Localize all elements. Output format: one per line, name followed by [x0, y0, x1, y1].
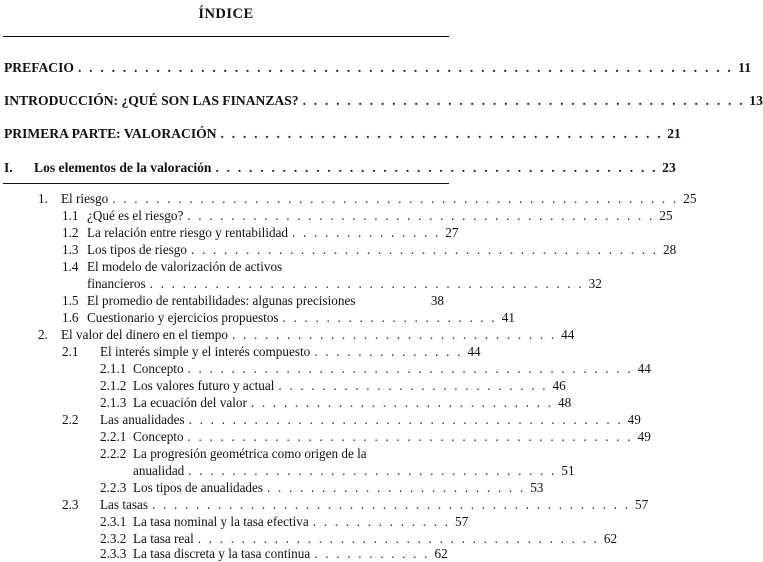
leader-dots: . . . . . . . . . . . . . . . . . . . . . . . . . . . . . . . . . . . . . . . . — [302, 93, 745, 108]
toc-entry-2-2-2-continuation — [133, 463, 575, 479]
leader-dots: . . . . . . . . . . . . . . . . . . . . . . . . . . . . . . . . . . . . . . . . . . . . . . . . . . . . — [112, 191, 679, 206]
entry-number: 2.3.1 — [100, 514, 127, 529]
entry-number: 1.1 — [62, 208, 79, 223]
entry-text: Los tipos de riesgo — [87, 242, 187, 257]
entry-number: 1.2 — [62, 225, 79, 240]
entry-page: 49 — [637, 429, 651, 444]
toc-entry-1-4 — [62, 259, 444, 275]
toc-entry-2-2 — [62, 412, 641, 428]
toc-entry-1-5 — [62, 293, 444, 309]
toc-entry-prefacio — [4, 60, 752, 76]
entry-text: INTRODUCCIÓN: ¿QUÉ SON LAS FINANZAS? — [4, 93, 299, 108]
leader-dots: . . . . . . . . . . . . . . . . . . . . . . . . . . . . . . . . . . . . . . . . . . . — [191, 242, 659, 257]
toc-entry-2-2-1 — [100, 429, 651, 445]
entry-text: Las tasas — [100, 497, 148, 512]
leader-dots: . . . . . . . . . . . . . . . . . . . . . . . . . . . . . . . . . . . . . . . . . . . . . . . . . . . . . . . . . . . — [77, 60, 734, 75]
toc-entry-2-1-3 — [100, 395, 572, 411]
toc-entry-2-3 — [62, 497, 649, 513]
entry-page: 51 — [561, 463, 575, 478]
toc-entry-section-2 — [38, 327, 575, 343]
leader-dots: . . . . . . . . . . . . . . . . . . . . . . . . . . . . . . . . . . . . . . . . — [215, 160, 658, 175]
leader-dots: . . . . . . . . . . . . . . . . . . . . . . . . . . . . . . . . . . . . . . . . . . . . — [151, 497, 631, 512]
leader-dots: . . . . . . . . . . . . . . — [292, 225, 441, 240]
title-rule — [3, 36, 449, 37]
entry-text: El modelo de valorización de activos — [87, 259, 283, 274]
leader-dots: . . . . . . . . . . . . . . . . . . . . . . . . . . . . . . . . . . . . . . . . . — [187, 361, 633, 376]
entry-number: 1. — [38, 191, 48, 206]
entry-number: 2.1 — [62, 344, 79, 359]
entry-text-continuation: anualidad — [133, 463, 185, 478]
toc-entry-2-2-3 — [100, 480, 544, 496]
entry-text: La tasa real — [133, 531, 194, 546]
entry-number: 2.3.2 — [100, 531, 127, 546]
entry-text: ¿Qué es el riesgo? — [87, 208, 184, 223]
entry-number: 1.5 — [62, 293, 79, 308]
toc-entry-2-1 — [62, 344, 481, 360]
toc-entry-2-1-1 — [100, 361, 651, 377]
entry-page: 23 — [662, 160, 676, 175]
leader-dots: . . . . . . . . . . . . . . . . . . . . . . . . . . . . . . . . . . . . . — [197, 531, 600, 546]
entry-page: 25 — [659, 208, 673, 223]
leader-dots: . . . . . . . . . . . . . . . . . . . . — [282, 310, 497, 325]
entry-page: 62 — [603, 531, 618, 546]
entry-text: El promedio de rentabilidades: algunas precisiones — [87, 293, 356, 308]
entry-number: 2.1.2 — [100, 378, 127, 393]
toc-entry-section-1 — [38, 191, 697, 207]
entry-page: 53 — [530, 480, 544, 495]
leader-dots: . . . . . . . . . . . . . . . . . . . . . . . . — [267, 480, 526, 495]
entry-text: Los elementos de la valoración — [34, 160, 212, 175]
toc-entry-1-6 — [62, 310, 515, 326]
toc-entry-2-3-3 — [100, 546, 448, 562]
leader-dots: . . . . . . . . . . . . . . . . . . . . . . . . . . . . . . . . . . . . . . . . . — [187, 429, 633, 444]
entry-page: 46 — [552, 378, 566, 393]
entry-text: La relación entre riesgo y rentabilidad — [87, 225, 289, 240]
entry-page: 28 — [663, 242, 677, 257]
toc-entry-chapter-1 — [4, 160, 676, 176]
entry-text-continuation: financieros — [87, 276, 146, 291]
leader-dots: . . . . . . . . . . . . . . . . . . . . . . . . . — [278, 378, 548, 393]
chapter-rule — [3, 183, 449, 184]
entry-text: Las anualidades — [100, 412, 185, 427]
entry-page: 57 — [455, 514, 469, 529]
leader-dots: . . . . . . . . . . . . . — [312, 514, 451, 529]
entry-page: 49 — [627, 412, 641, 427]
entry-number: 2.2.2 — [100, 446, 127, 461]
entry-number: 2.2.3 — [100, 480, 127, 495]
entry-page: 41 — [501, 310, 515, 325]
entry-text: El valor del dinero en el tiempo — [61, 327, 228, 342]
entry-page: 13 — [749, 93, 763, 108]
entry-text: La tasa discreta y la tasa continua — [133, 546, 311, 561]
entry-number: 1.4 — [62, 259, 79, 274]
leader-dots: . . . . . . . . . . . . . . . . . . . . . . . . . . . . — [250, 395, 554, 410]
entry-text: Los tipos de anualidades — [133, 480, 264, 495]
leader-dots: . . . . . . . . . . . — [314, 546, 430, 561]
leader-dots: . . . . . . . . . . . . . . . . . . . . . . . . . . . . . . . . . . . . . . . . — [149, 276, 584, 291]
leader-dots: . . . . . . . . . . . . . . . . . . . . . . . . . . . . . . . . . . . . . . . . . . . — [187, 208, 655, 223]
toc-title: ÍNDICE — [198, 6, 254, 22]
entry-page: 21 — [667, 126, 681, 141]
entry-number: 2.3.3 — [100, 546, 127, 561]
entry-text: Cuestionario y ejercicios propuestos — [87, 310, 279, 325]
entry-number: 1.6 — [62, 310, 79, 325]
leader-dots: . . . . . . . . . . . . . . — [314, 344, 463, 359]
entry-number: 2.2.1 — [100, 429, 127, 444]
entry-page: 44 — [467, 344, 481, 359]
entry-text: La progresión geométrica como origen de la — [133, 446, 367, 461]
entry-text: PRIMERA PARTE: VALORACIÓN — [4, 126, 217, 141]
entry-number: 2. — [38, 327, 48, 342]
entry-page: 32 — [588, 276, 602, 291]
leader-dots: . . . . . . . . . . . . . . . . . . . . . . . . . . . . . . . . . . . . . . . . — [188, 412, 623, 427]
toc-entry-2-1-2 — [100, 378, 566, 394]
entry-page: 44 — [637, 361, 651, 376]
entry-number: 2.1.1 — [100, 361, 127, 376]
entry-text: Los valores futuro y actual — [133, 378, 275, 393]
entry-number: 2.3 — [62, 497, 79, 512]
entry-number: 2.2 — [62, 412, 79, 427]
entry-number: 1.3 — [62, 242, 79, 257]
entry-text: El riesgo — [61, 191, 109, 206]
toc-entry-1-3 — [62, 242, 677, 258]
entry-text: Concepto — [133, 361, 184, 376]
leader-dots: . . . . . . . . . . . . . . . . . . . . . . . . . . . . . . — [232, 327, 557, 342]
entry-text: La ecuación del valor — [133, 395, 247, 410]
toc-entry-1-2 — [62, 225, 459, 241]
entry-number: 2.1.3 — [100, 395, 127, 410]
toc-entry-2-3-1 — [100, 514, 469, 530]
entry-page: 62 — [434, 546, 448, 561]
entry-page: 25 — [683, 191, 697, 206]
entry-page: 48 — [558, 395, 572, 410]
entry-page: 11 — [738, 60, 752, 75]
entry-page: 38 — [430, 293, 444, 308]
toc-entry-2-2-2 — [100, 446, 444, 462]
toc-entry-introduccion — [4, 93, 763, 109]
entry-page: 27 — [445, 225, 459, 240]
entry-text: PREFACIO — [4, 60, 74, 75]
leader-dots: . . . . . . . . . . . . . . . . . . . . . . . . . . . . . . . . . . — [188, 463, 557, 478]
toc-entry-1-4-continuation — [87, 276, 602, 292]
toc-entry-1-1 — [62, 208, 673, 224]
entry-number: I. — [4, 160, 13, 175]
toc-entry-primera-parte — [4, 126, 681, 142]
entry-text: La tasa nominal y la tasa efectiva — [133, 514, 309, 529]
entry-text: Concepto — [133, 429, 184, 444]
entry-page: 57 — [635, 497, 649, 512]
toc-entry-2-3-2 — [100, 531, 618, 547]
leader-dots: . . . . . . . . . . . . . . . . . . . . . . . . . . . . . . . . . . . . . . . . — [220, 126, 663, 141]
entry-page: 44 — [561, 327, 575, 342]
entry-text: El interés simple y el interés compuesto — [100, 344, 311, 359]
